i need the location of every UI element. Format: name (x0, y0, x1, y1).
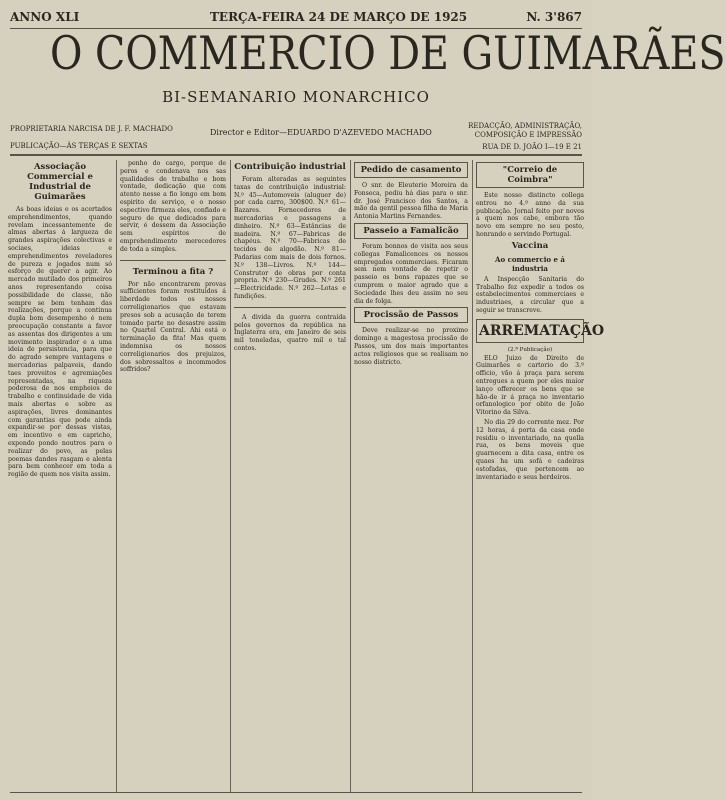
bottom-rule (10, 792, 582, 793)
header-rule (10, 154, 582, 156)
article-text-arrematacao-2: No dia 29 do corrente mez. Por 12 horas, á porta da casa onde residiu o inventariado, na quella rua, os bens moveis que guarnecem a dita casa, entre os quaes ha um sofá e cadeiras estofadas, que pertencem ao inventariado e seus herdeiros. (476, 418, 584, 481)
article-heading-passeio: Passeio a Famalicão (354, 223, 468, 239)
article-text-associacao: As boas ideias e os acertados emprehendimentos, quando revelam incessantemente de almas abertas á largueza de grandes aspirações colectivas e sociaes, ideias e emprehendimentos reveladores de pureza e jogados num só esforço de querer a agir. Ao mercado mutilado dos primeiros anos representando coisa possibilidade de classe, não sempre se bem tenham das realizações, porque a continua dupla bom desempenho é nem preocupação constante a favor as assentas dos dirigentes a um movimento inspirador e a uma ideia de persistencia, para que do agrado sempre vantagens e mercadorias palpaveis, dando taes proveitos e agremiações representadas, na riqueza poderosa de nos empheios de trabalho e continuidade de vida mais abertas e sobre as aspirações, livres dominantes com garantias que pode ainda expandir-se por dessas vistas, em incentivo e em capricho, expondo pondo noutros para o realizar do povo, as pelas poemas dandes rasgam e alenta para bem conhecer em toda a região de quem nos visita assim. (8, 206, 112, 479)
year-label: ANNO XLI (10, 10, 80, 24)
director-line: Director e Editor—EDUARDO D'AZEVEDO MACHADO (210, 128, 432, 137)
column-1 (8, 160, 112, 790)
article-heading-arrematacao: ARREMATAÇÃO (476, 319, 584, 343)
column-separator (472, 160, 473, 792)
article-divider (120, 260, 226, 261)
redaction-line: REDACÇÃO, ADMINISTRAÇÃO, COMPOSIÇÃO E IMPRESSÃO (468, 122, 582, 139)
article-text-terminou: Por não encontrarem provas sufficientes foram restituidos á liberdade todos os nossos correligionarios que estavam presos sob a acusação de terem tomado parte no desastre assim no Quartel Central. Ahi está o terminação da fita! Mas quem indemnisa os nossos correligionarios dos prejuizos, dos sobressaltos e incommodos soffridos? (120, 280, 226, 374)
article-text-divida: A divida da guerra contraída pelos governos da república na Inglaterra era, em Janeiro de seis mil toneladas, quatro mil e tal contos. (234, 313, 346, 352)
column-5 (476, 160, 605, 790)
article-heading-terminou: Terminou a fita ? (132, 266, 214, 277)
article-text-passeio: Foram bonnos de visita aos seus collegas Famalicences os nossos empregados commerciaes. Ficaram sem nem vontade de repetir o passeio os bons rapazes que se cumprem o maior agrado que a Sociedade lhes deu assim no seu dia de folga. (354, 242, 468, 305)
newspaper-title: O COMMERCIO DE GUIMARÃES (50, 26, 726, 80)
article-text-casamento: O snr. de Eleuterio Moreira da Fonseca, pediu há dias para o snr. dr. José Francisco dos Santos, a mão da gentil pessoa filha de Maria Antonia Martins Fernandes. (354, 182, 468, 221)
article-subheading-vaccina: Ao commercio e á industria (495, 254, 565, 273)
article-text-procissao: Deve realizar-se no proximo domingo a magestosa procissão de Passos, um dos mais importantes actos religiosos que se realisam no nosso districto. (354, 327, 468, 366)
article-text-vaccina: A Inspecção Sanitaria do Trabalho fez expedir a todos os estabelecimentos commerciaes e industriaes, a circular que a seguir se transcreve. (476, 275, 584, 314)
article-text-contribuicao: Foram alteradas as seguintes taxas de contribuição industrial: N.º 45—Automoveis (aluguer de) por cada carro, 300$00. N.º 61—Bazares. Fornecedores de mercadorias e passagens a dinheiro. N.º 63—Estâncias de madeira. N.º 67—Fabricas de chapéus. N.º 70—Fabricas de tecidos de algodão. N.º 81—Padarias com mais de dois fornos. N.º 138—Livros. N.º 144—Construtor de obras por conta propria. N.º 230—Grudes. N.º 261—Electricidade. N.º 262—Lotas e fundições. (234, 176, 346, 300)
column-separator (350, 160, 351, 792)
article-text-arrematacao: ELO Juizo de Direito de Guimarães e cartorio do 3.º officio, vão á praça para serem entregues a quem por eles maior lanço offerecer os bens que se hão-de ir á praça no inventario orfanologico por obito de João Vitorino da Silva. (476, 354, 584, 417)
article-heading-casamento: Pedido de casamento (354, 162, 468, 178)
article-heading-vaccina: Vaccina (511, 240, 549, 251)
address-line: RUA DE D. JOÃO I—19 E 21 (482, 143, 582, 151)
publication-line: PUBLICAÇÃO—ÀS TERÇAS E SEXTAS (10, 142, 148, 150)
article-heading-associacao: Associação Commercial e Industrial de Guimarães (27, 162, 93, 202)
article-text-correio: Este nosso distincto collega entrou no 4.º anno da sua publicação. Jornal feito por novos a quem nos cabe, embora tão novo em sempre no seu posto, honrando e servindo Portugal. (476, 192, 584, 238)
issue-date: TERÇA-FEIRA 24 DE MARÇO DE 1925 (210, 10, 468, 24)
masthead-right-info (432, 122, 582, 152)
owner-line: PROPRIETARIA NARCISA DE J. F. MACHADO (10, 125, 173, 133)
issue-number: N. 3'867 (526, 10, 582, 24)
article-divider (234, 307, 346, 308)
article-heading-procissao: Procissão de Passos (354, 307, 468, 323)
column-4 (354, 160, 468, 790)
article-text-continued: penho do cargo, porque de peros e condenava nos sas qualidades de trabalho e bom vontade, dedicação que com atento nesse a fio longo em bom espirito de serviço, e o nosso espectivo firmeza eles, confiado e seguro de que dedicados para servir, é dessem da Associação sem espíritos de emprehendimento merecedores de toda a simples. (120, 160, 226, 253)
article-heading-correio: "Correio de Coimbra" (476, 162, 584, 188)
masthead-top-line (10, 8, 582, 28)
article-heading-contribuicao: Contribuição industrial (234, 162, 346, 172)
publication-note: (2.ª Publicação) (507, 346, 553, 353)
column-2 (120, 160, 226, 790)
column-separator (116, 160, 117, 792)
column-separator (230, 160, 231, 792)
column-3 (234, 160, 346, 790)
masthead-left-info (10, 124, 173, 152)
newspaper-subtitle: BI-SEMANARIO MONARCHICO (162, 88, 430, 106)
